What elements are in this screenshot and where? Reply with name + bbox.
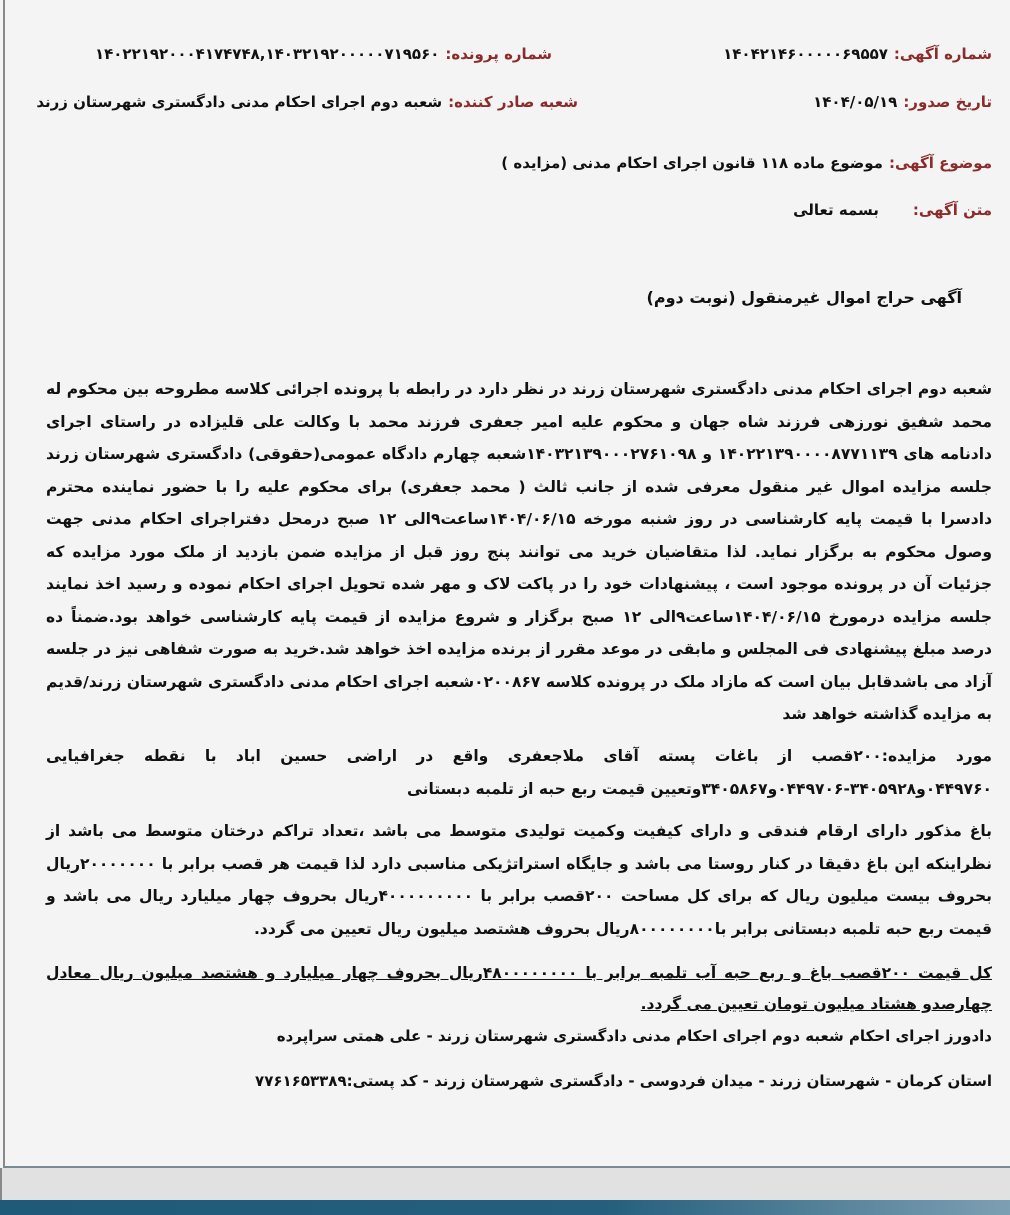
issue-date-label: تاریخ صدور: xyxy=(903,93,992,111)
text-row xyxy=(793,201,992,219)
subject-label: موضوع آگهی: xyxy=(888,154,992,172)
paragraph-valuation: باغ مذکور دارای ارقام فندقی و دارای کیفیت وکمیت تولیدی متوسط می باشد ،تعداد تراکم درختان متوسط می باشد از نظراینکه این باغ دقیقا در کنار روستا می باشد و جایگاه استراتژیکی مناسبی دارد لذا قیمت هر قصب برابر با ۲۰۰۰۰۰۰۰ریال بحروف بیست میلیون ریال که برای کل مساحت ۲۰۰قصب برابر با ۴۰۰۰۰۰۰۰۰۰ریال بحروف چهار میلیارد ریال می باشد و قیمت ربع حبه تلمبه دبستانی برابر با۸۰۰۰۰۰۰۰۰ریال بحروف هشتصد میلیون ریال تعیین می گردد. xyxy=(46,822,992,938)
footer-panel xyxy=(0,1168,1010,1200)
text-label: متن آگهی: xyxy=(912,201,992,219)
notice-number-label: شماره آگهی: xyxy=(893,45,992,63)
notice-number-row xyxy=(723,45,992,63)
issuer-label: شعبه صادر کننده: xyxy=(448,93,578,111)
issuer-row xyxy=(36,93,578,111)
text-opening: بسمه تعالی xyxy=(793,201,879,219)
case-number-label: شماره پرونده: xyxy=(445,45,552,63)
issue-date-row xyxy=(813,93,992,111)
address: استان کرمان - شهرستان زرند - میدان فردوسی - دادگستری شهرستان زرند - کد پستی:۷۷۶۱۶۵۳۳۸۹ xyxy=(255,1072,992,1090)
case-number: ۱۴۰۲۲۱۹۲۰۰۰۴۱۷۴۷۴۸,۱۴۰۳۲۱۹۲۰۰۰۰۰۷۱۹۵۶۰ xyxy=(94,45,440,63)
issuer: شعبه دوم اجرای احکام مدنی دادگستری شهرستان زرند xyxy=(36,93,443,111)
notice-number: ۱۴۰۴۲۱۴۶۰۰۰۰۰۶۹۵۵۷ xyxy=(723,45,888,63)
notice-title: آگهی حراج اموال غیرمنقول (نوبت دوم) xyxy=(646,288,962,307)
paragraph-auction-details: شعبه دوم اجرای احکام مدنی دادگستری شهرستان زرند در نظر دارد در رابطه با پرونده اجرائی کلاسه مطروحه بین محکوم له محمد شفیق نورزهی فرزند شاه جهان و محکوم علیه امیر جعفری فرزند محمد با وکالت علی قلیزاده در راستای اجرای دادنامه های ۱۴۰۲۲۱۳۹۰۰۰۰۸۷۷۱۱۳۹ و ۱۴۰۳۲۱۳۹۰۰۰۲۷۶۱۰۹۸شعبه چهارم دادگاه عمومی(حقوقی) دادگستری شهرستان زرند جلسه مزایده اموال غیر منقول معرفی شده از جانب ثالث ( محمد جعفری) برای محکوم علیه را با حضور نماینده محترم دادسرا با قیمت پایه کارشناسی در روز شنبه مورخه ۱۴۰۴/۰۶/۱۵ساعت۹الی ۱۲ صبح درمحل دفتراجرای احکام مدنی جهت وصول محکوم به برگزار نماید. لذا متقاضیان خرید می توانند پنج روز قبل از مزایده ضمن بازدید از ملک مورد مزایده که جزئیات آن در پرونده موجود است ، پیشنهادات خود را در پاکت لاک و مهر شده تحویل اجرای احکام نموده و رسید اخذ نمایند جلسه مزایده درمورخ ۱۴۰۴/۰۶/۱۵ساعت۹الی ۱۲ صبح برگزار و شروع مزایده از قیمت پایه کارشناسی خواهد بود.ضمناً ده درصد مبلغ پیشنهادی فی المجلس و مابقی در موعد مقرر از برنده مزایده اخذ خواهد شد.خرید به صورت شفاهی نیز در جلسه آزاد می باشدقابل بیان است که مازاد ملک در پرونده کلاسه ۰۲۰۰۸۶۷شعبه اجرای احکام مدنی دادگستری شهرستان زرند/قدیم به مزایده گذاشته خواهد شد xyxy=(46,380,993,723)
case-number-row xyxy=(95,45,552,63)
paragraph-auction-item: مورد مزایده:۲۰۰قصب از باغات پسته آقای ملاجعفری واقع در اراضی حسین اباد با نقطه جغرافیایی ۰۴۴۹۷۶۰و۳۴۰۵۹۲۸-۰۴۴۹۷۰۶و۳۴۰۵۸۶۷وتعیین قیمت ربع حبه از تلمبه دبستانی xyxy=(46,747,993,798)
subject-row xyxy=(501,154,992,172)
signature: دادورز اجرای احکام شعبه دوم اجرای احکام مدنی دادگستری شهرستان زرند - علی همتی سراپرده xyxy=(276,1027,992,1045)
issue-date: ۱۴۰۴/۰۵/۱۹ xyxy=(813,93,898,111)
taskbar xyxy=(0,1200,1010,1215)
subject: موضوع ماده ۱۱۸ قانون اجرای احکام مدنی (مزایده ) xyxy=(501,154,883,172)
paragraph-total-price: کل قیمت ۲۰۰قصب باغ و ربع حبه آب تلمبه برابر با ۴۸۰۰۰۰۰۰۰۰ریال بحروف چهار میلیارد و هشتصد میلیون ریال معادل چهارصدو هشتاد میلیون تومان تعیین می گردد. xyxy=(46,964,992,1013)
